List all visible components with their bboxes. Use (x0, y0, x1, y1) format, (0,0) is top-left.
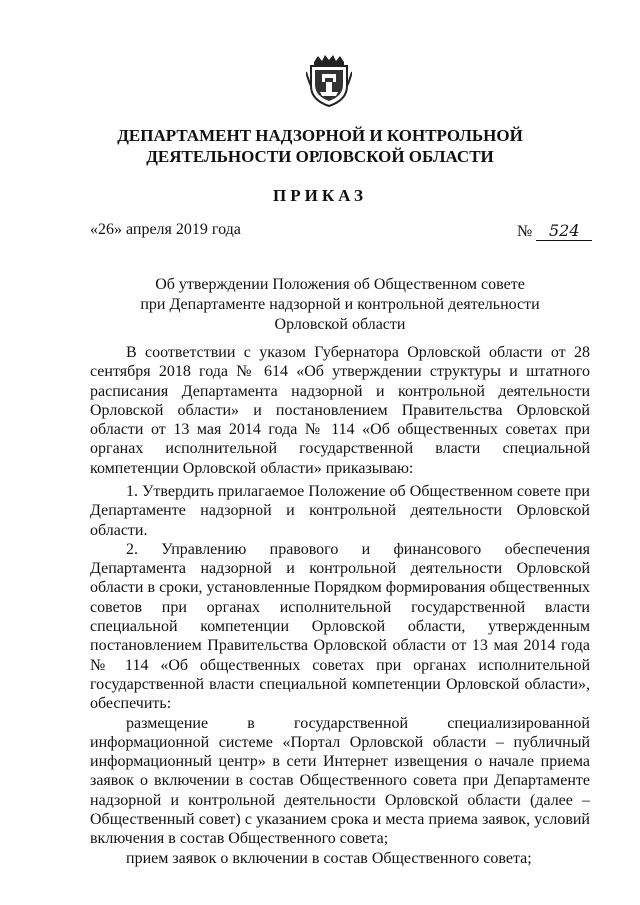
subject-line2: при Департаменте надзорной и контрольной деятельности (140, 296, 540, 313)
order-subitem-2: прием заявок о включении в состав Общественного совета; (126, 849, 532, 867)
document-date: «26» апреля 2019 года (90, 221, 241, 238)
coat-of-arms-icon (306, 52, 352, 108)
order-item-2: 2. Управлению правового и финансового обеспечения Департамента надзорной и контрольной деятельности Орловской области в сроки, установленные Порядком формирования общественных советов при органах исполнительной государственной власти специальной компетенции Орловской области, утвержденным постановлением Правительства Орловской области от 13 мая 2014 года № 114 «Об общественных советах при органах исполнительной государственной власти специальной компетенции Орловской области», обеспечить: (90, 540, 590, 713)
order-items-block (90, 482, 590, 868)
subject-line1: Об утверждении Положения об Общественном совете (155, 276, 525, 293)
document-number (517, 221, 592, 241)
department-name-line1: ДЕПАРТАМЕНТ НАДЗОРНОЙ И КОНТРОЛЬНОЙ (117, 126, 523, 145)
document-type-title: ПРИКАЗ (273, 186, 367, 205)
handwritten-number: 524 (536, 221, 592, 241)
number-prefix: № (517, 223, 533, 240)
order-subitem-1: размещение в государственной специализированной информационной системе «Портал Орловской области – публичный информационный центр» в сети Интернет извещения о начале приема заявок о включении в состав Общественного совета при Департаменте надзорной и контрольной деятельности Орловской области (далее – Общественный совет) с указанием срока и места приема заявок, условий включения в состав Общественного совета; (90, 714, 590, 848)
document-subject (90, 275, 590, 335)
subject-line3: Орловской области (274, 316, 406, 333)
order-item-1: 1. Утвердить прилагаемое Положение об Общественном совете при Департаменте надзорной и контрольной деятельности Орловской области. (90, 483, 590, 539)
department-name-line2: ДЕЯТЕЛЬНОСТИ ОРЛОВСКОЙ ОБЛАСТИ (146, 147, 494, 166)
intro-paragraph-block (90, 343, 590, 478)
intro-paragraph: В соответствии с указом Губернатора Орловской области от 28 сентября 2018 года № 614 «Об утверждении структуры и штатного расписания Департамента надзорной и контрольной деятельности Орловской области» и постановлением Правительства Орловской области от 13 мая 2014 года № 114 «Об общественных советах при органах исполнительной государственной власти специальной компетенции Орловской области» приказываю: (90, 344, 590, 477)
